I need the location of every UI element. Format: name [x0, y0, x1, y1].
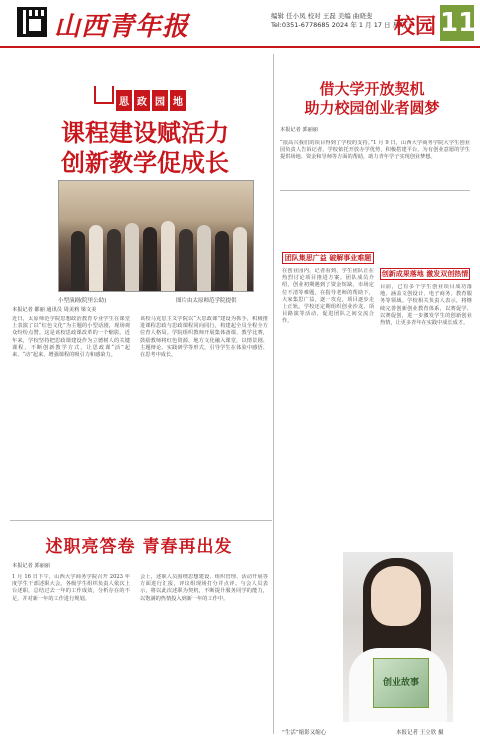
- right-byline: 本报记者 郭丽丽: [280, 127, 318, 133]
- book-title: 创业故事: [382, 678, 419, 688]
- lead-rule: [280, 190, 470, 191]
- right-photo-credit: 本报记者 王立欣 摄: [396, 730, 444, 736]
- bottom-headline: 述职亮答卷 青春再出发: [45, 537, 233, 557]
- right-headline-line-2: 助力校园创业者圆梦: [304, 99, 440, 117]
- right-headline-line-1: 借大学开放契机: [319, 80, 425, 98]
- left-body-col1: 近日，太原师范学院思想政治教育专业学生在课堂上表演了以“红色文化”为主题的小型话剧，现场观众纷纷点赞。这是该校思政课改革的一个缩影。近年来，学校坚持把思政课建设作为立德树人的关键课程，不断创新教学方式，让思政课“活”起来、“动”起来，增强课程的吸引力和感染力。: [12, 316, 130, 359]
- right-body-col2: 目前，已有多个学生创业项目成功落地，涵盖文创设计、电子商务、教育服务等领域。学校相关负责人表示，将继续完善创新创业教育体系，以赛促学、以赛促创，进一步激发学生的创新创业热情，让更多青年在实践中成长成才。: [380, 284, 472, 327]
- headline-line-2: 创新教学促成长: [61, 148, 229, 177]
- column-logo-icon: [94, 86, 114, 104]
- paper-info: [271, 12, 412, 30]
- badge-char: 思: [116, 90, 132, 111]
- editor-line: 编辑 任小凤 校对 王磊 美编 曲晓斐: [271, 12, 373, 20]
- badge-char: 园: [152, 90, 168, 111]
- date-line: Tel:0351-6778685 2024 年 1 月 17 日 星期三: [271, 21, 413, 29]
- left-byline: 本报记者 都丽 通讯员 周美莉 梁文美: [12, 307, 97, 313]
- book: [373, 658, 429, 708]
- left-headline: [40, 118, 250, 178]
- page-number: 11: [440, 5, 474, 41]
- badge-char: 政: [134, 90, 150, 111]
- column-divider: [273, 54, 274, 734]
- bottom-body-col2: 会上，述职人员围绕思想建设、组织管理、活动开展等方面进行汇报，评议组现场打分并点评。与会人员表示，将以此次述职为契机，不断提升服务同学的能力，以饱满的热情投入到新一年的工作中。: [140, 574, 268, 602]
- bottom-body-col1: 1 月 16 日下午，山西大学商务学院召开 2023 年度学生干部述职大会。各级学生组织负责人依次上台述职，总结过去一年的工作成效，分析存在的不足，并对新一年的工作进行规划。: [12, 574, 130, 602]
- left-body-col2: 该校马克思主义学院以“大思政课”建设为抓手，积极推进课程思政与思政课程同向同行，构建起全员全程全方位育人格局。学院组织教师开展集体备课、教学比赛，鼓励教师将红色资源、地方文化融入课堂，以情景剧、主题辩论、实践研学等形式，引导学生在体验中感悟、在思考中成长。: [140, 316, 268, 359]
- right-body-col1: 在创业园内，记者看到，学生团队正在热烈讨论项目推进方案。团队成员介绍，创业初期遇到了资金短缺、市场定位不清等难题，在指导老师的帮助下，大家集思广益，逐一攻克，项目逐步走上正轨。学校还定期组织创业沙龙、项目路演等活动，促进团队之间交流合作。: [282, 268, 374, 325]
- qr-code: [17, 7, 47, 37]
- right-headline: [288, 80, 456, 118]
- right-photo-caption: “生活”缩影又缩心: [282, 730, 327, 736]
- column-badge: [116, 90, 186, 111]
- photo-caption-right: 图片由太原师范学院提供: [176, 298, 237, 304]
- section-divider: [10, 520, 272, 521]
- right-lead: “很高兴我们的项目得到了学校的支持。”1 月 9 日，山西大学商务学院大学生创业园负责人告诉记者，学校依托开放办学优势，积极搭建平台，为有创业意愿的学生提供场地、资金和导师等方面的帮助，助力青年学子实现创业梦想。: [280, 140, 470, 161]
- subhead-1: 团队集思广益 破解事业难题: [282, 252, 374, 264]
- subhead-2: 创新成果落地 激发双创热情: [381, 270, 469, 278]
- bottom-byline: 本报记者 郭丽丽: [12, 563, 50, 569]
- header-rule: [0, 46, 480, 48]
- badge-char: 地: [170, 90, 186, 111]
- stage-performance-photo: [58, 180, 254, 292]
- section-title: 校园: [394, 13, 436, 38]
- newspaper-brand: 山西青年报: [54, 12, 190, 42]
- student-portrait-photo: [343, 552, 453, 722]
- headline-line-1: 课程建设赋活力: [61, 118, 229, 147]
- photo-caption-left: 小型演剧(院里公助): [58, 298, 107, 304]
